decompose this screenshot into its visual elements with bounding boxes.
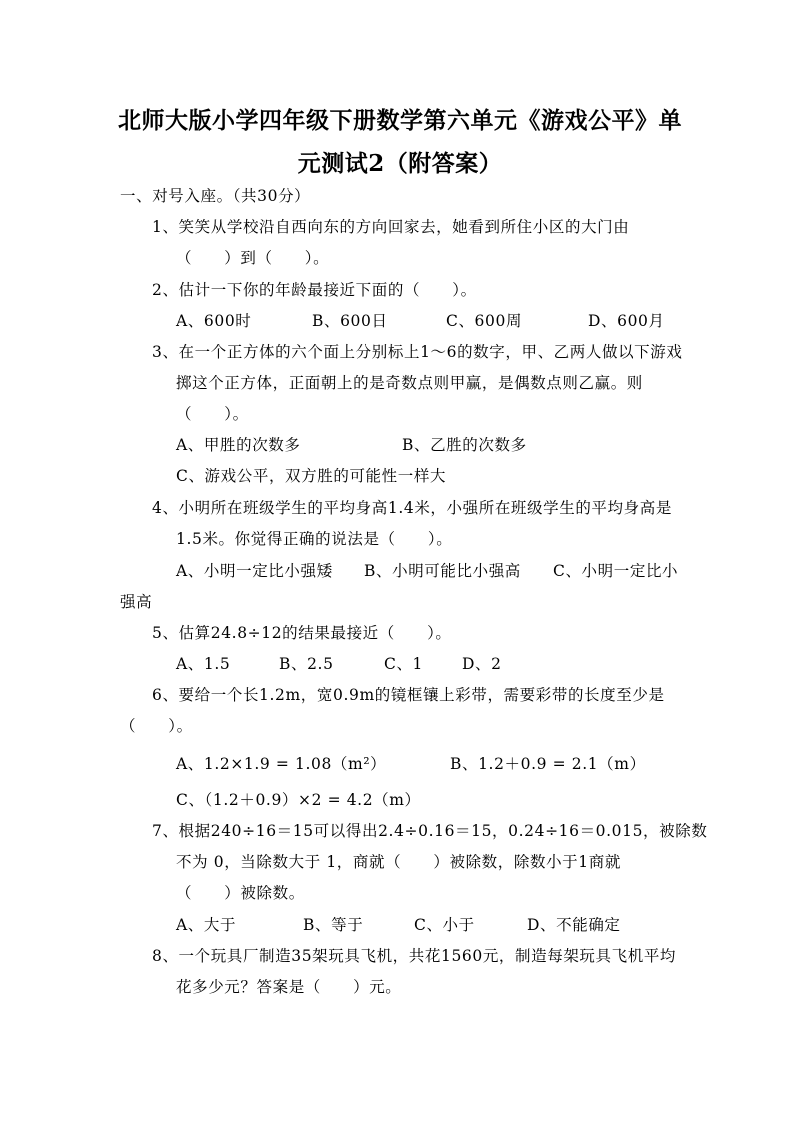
option-3a: A、甲胜的次数多 xyxy=(176,436,301,454)
option-3c: C、游戏公平，双方胜的可能性一样大 xyxy=(176,467,447,485)
option-5b: B、2.5 xyxy=(279,655,334,673)
question-3-line-2: 掷这个正方体，正面朝上的是奇数点则甲赢，是偶数点则乙赢。则 xyxy=(176,374,643,392)
option-2b: B、600日 xyxy=(312,312,388,330)
option-4b: B、小明可能比小强高 xyxy=(364,562,521,580)
title-line-2: 元测试2（附答案） xyxy=(297,150,503,177)
option-3b: B、乙胜的次数多 xyxy=(402,436,527,454)
question-8-line-2: 花多少元？答案是（ ）元。 xyxy=(176,978,402,996)
option-2a: A、600时 xyxy=(176,312,252,330)
option-6b: B、1.2＋0.9 = 2.1（m） xyxy=(450,755,646,773)
question-2: 2、估计一下你的年龄最接近下面的（ ）。 xyxy=(152,281,477,299)
option-4c-wrap: 强高 xyxy=(120,593,153,611)
option-5c: C、1 xyxy=(384,655,424,673)
question-4-line-1: 4、小明所在班级学生的平均身高1.4米，小强所在班级学生的平均身高是 xyxy=(152,499,672,517)
option-6a: A、1.2×1.9 = 1.08（m²） xyxy=(176,755,387,773)
question-3-line-3: （ ）。 xyxy=(176,405,249,423)
option-6c: C、（1.2＋0.9）×2 = 4.2（m） xyxy=(176,791,421,809)
option-7d: D、不能确定 xyxy=(527,916,621,934)
title-line-1: 北师大版小学四年级下册数学第六单元《游戏公平》单 xyxy=(118,107,682,134)
question-3-line-1: 3、在一个正方体的六个面上分别标上1～6的数字，甲、乙两人做以下游戏 xyxy=(152,343,683,361)
option-5a: A、1.5 xyxy=(176,655,231,673)
option-7a: A、大于 xyxy=(176,916,237,934)
question-7-line-2: 不为 0，当除数大于 1，商就（ ）被除数，除数小于1商就 xyxy=(176,853,621,871)
question-8-line-1: 8、一个玩具厂制造35架玩具飞机，共花1560元，制造每架玩具飞机平均 xyxy=(152,947,677,965)
option-7b: B、等于 xyxy=(303,916,364,934)
option-4c: C、小明一定比小 xyxy=(553,562,679,580)
question-1-line-1: 1、笑笑从学校沿自西向东的方向回家去，她看到所住小区的大门由 xyxy=(152,218,630,236)
option-2d: D、600月 xyxy=(588,312,665,330)
option-2c: C、600周 xyxy=(446,312,523,330)
option-4a: A、小明一定比小强矮 xyxy=(176,562,333,580)
question-1-line-2: （ ）到（ ）。 xyxy=(176,249,330,267)
question-4-line-2: 1.5米。你觉得正确的说法是（ ）。 xyxy=(176,530,453,548)
question-7-line-1: 7、根据240÷16＝15可以得出2.4÷0.16＝15，0.24÷16＝0.015，被除数 xyxy=(152,822,708,840)
option-7c: C、小于 xyxy=(414,916,475,934)
question-6-line-2: （ ）。 xyxy=(120,717,193,735)
option-5d: D、2 xyxy=(462,655,502,673)
question-6-line-1: 6、要给一个长1.2m，宽0.9m的镜框镶上彩带，需要彩带的长度至少是 xyxy=(152,686,665,704)
question-7-line-3: （ ）被除数。 xyxy=(176,884,305,902)
section-heading: 一、对号入座。（共30分） xyxy=(120,187,311,205)
question-5: 5、估算24.8÷12的结果最接近（ ）。 xyxy=(152,624,452,642)
